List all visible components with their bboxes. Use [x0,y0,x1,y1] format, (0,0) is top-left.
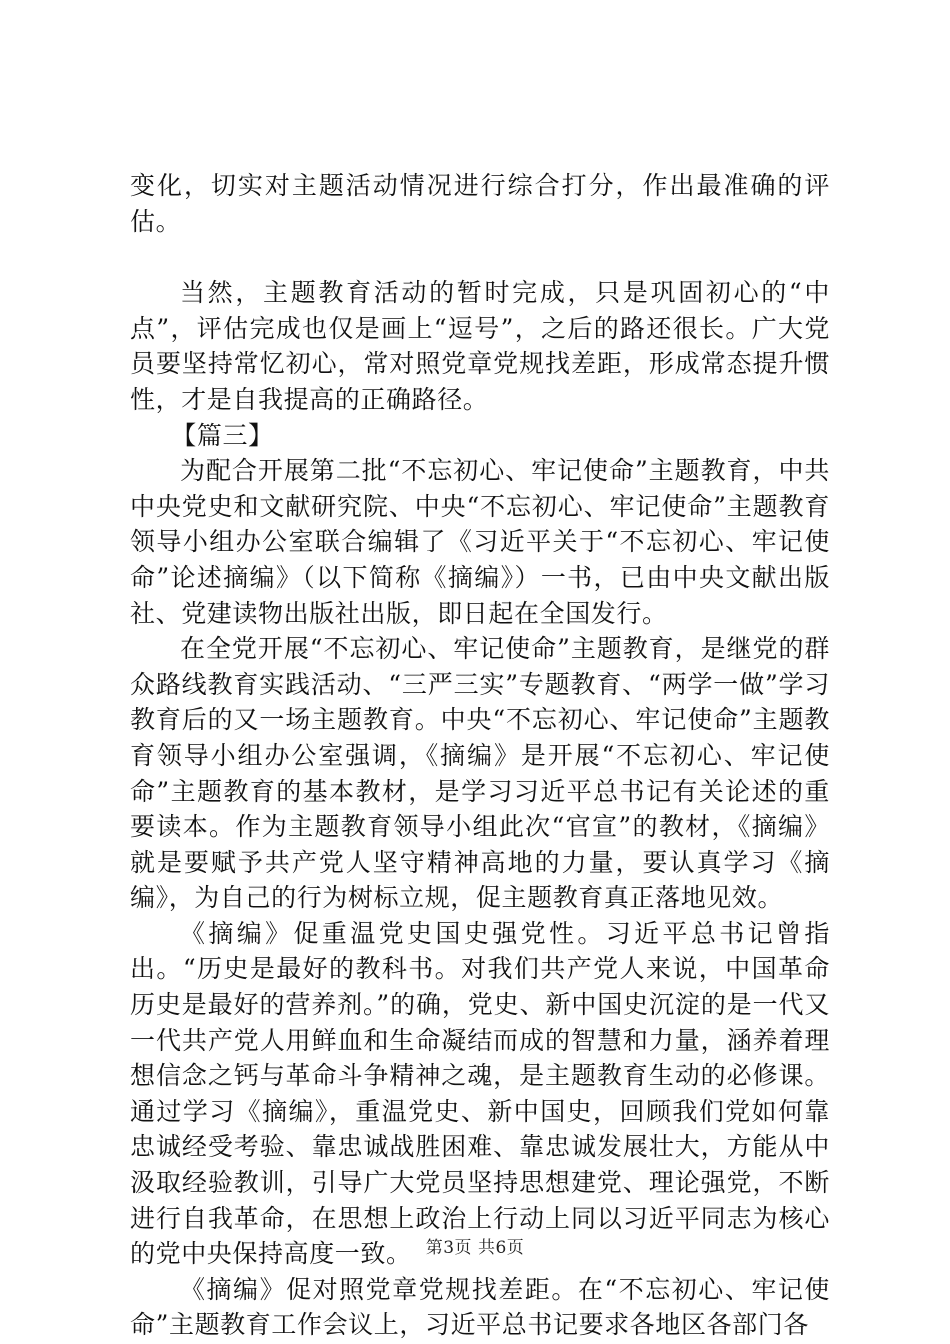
paragraph-gap [130,239,830,275]
paragraph: 《摘编》促对照党章党规找差距。在“不忘初心、牢记使命”主题教育工作会议上，习近平总书记要求各地区各部门各 [130,1274,830,1340]
section-heading: 【篇三】 [171,420,274,450]
document-body [130,168,830,1343]
paragraph: 当然，主题教育活动的暂时完成，只是巩固初心的“中点”，评估完成也仅是画上“逗号”，之后的路还很长。广大党员要坚持常忆初心，常对照党章党规找差距，形成常态提升惯性，才是自我提高的正确路径。 [130,278,830,414]
page-footer: 第3页 共6页 [425,1238,525,1258]
paragraph: 在全党开展“不忘初心、牢记使命”主题教育，是继党的群众路线教育实践活动、“三严三实”专题教育、“两学一做”学习教育后的又一场主题教育。中央“不忘初心、牢记使命”主题教育领导小组办公室强调，《摘编》是开展“不忘初心、牢记使命”主题教育的基本教材，是学习习近平总书记有关论述的重要读本。作为主题教育领导小组此次“官宣”的教材，《摘编》就是要赋予共产党人坚守精神高地的力量，要认真学习《摘编》，为自己的行为树标立规，促主题教育真正落地见效。 [130,634,830,913]
paragraph: 《摘编》促重温党史国史强党性。习近平总书记曾指出。“历史是最好的教科书。对我们共产党人来说，中国革命历史是最好的营养剂。”的确，党史、新中国史沉淀的是一代又一代共产党人用鲜血和生命凝结而成的智慧和力量，涵养着理想信念之钙与革命斗争精神之魂，是主题教育生动的必修课。通过学习《摘编》，重温党史、新中国史，回顾我们党如何靠忠诚经受考验、靠忠诚战胜困难、靠忠诚发展壮大，方能从中汲取经验教训，引导广大党员坚持思想建党、理论强党，不断进行自我革命，在思想上政治上行动上同以习近平同志为核心的党中央保持高度一致。 [130,918,830,1269]
paragraph-continued: 变化，切实对主题活动情况进行综合打分，作出最准确的评估。 [130,171,830,236]
paragraph: 为配合开展第二批“不忘初心、牢记使命”主题教育，中共中央党史和文献研究院、中央“不忘初心、牢记使命”主题教育领导小组办公室联合编辑了《习近平关于“不忘初心、牢记使命”论述摘编》（以下简称《摘编》）一书，已由中央文献出版社、党建读物出版社出版，即日起在全国发行。 [130,456,830,628]
